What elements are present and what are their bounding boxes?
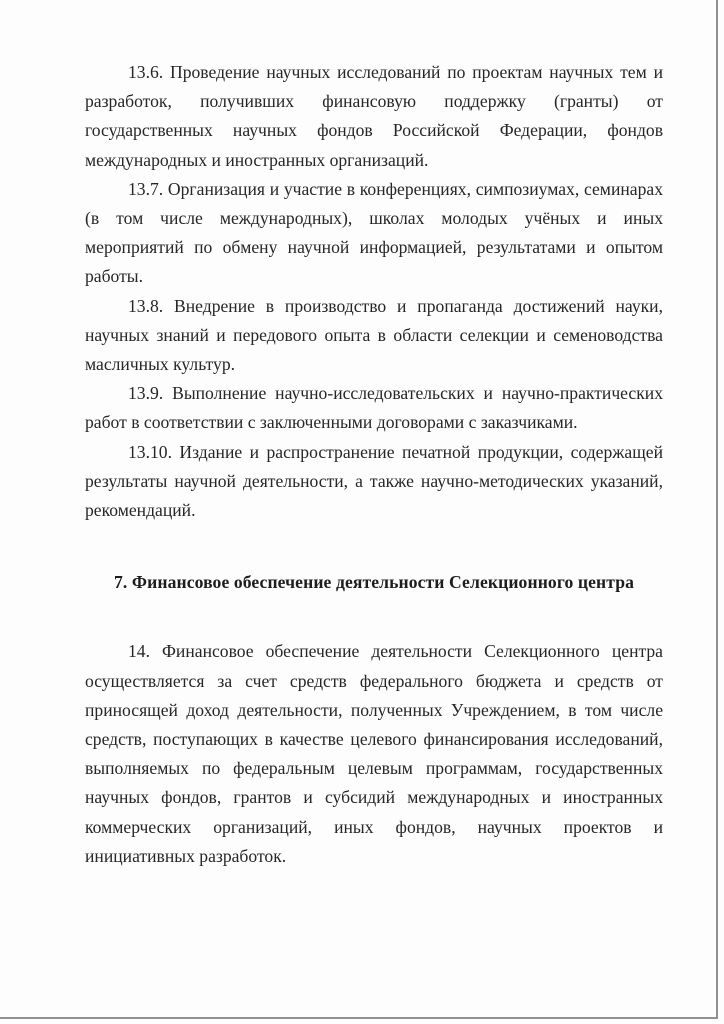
paragraph-13-10: 13.10. Издание и распространение печатной продукции, содержащей результаты научной деятельности, а также научно-методических указаний, рекомендаций. <box>85 441 663 521</box>
scan-bottom-margin-fill <box>0 1019 724 1024</box>
scan-right-margin-fill <box>718 0 724 1024</box>
paragraph-13-6: 13.6. Проведение научных исследований по проектам научных тем и разработок, получивших финансовую поддержку (гранты) от государственных научных фондов Российской Федерации, фондов международных и иностранных организаций. <box>85 62 663 170</box>
heading-top-spacer <box>85 525 663 568</box>
paragraph-13-7: 13.7. Организация и участие в конференциях, симпозиумах, семинарах (в том числе международных), школах молодых учёных и иных мероприятий по обмену научной информацией, результатами и опытом работы. <box>85 178 663 287</box>
document-text-body <box>85 58 663 871</box>
paragraph-14: 14. Финансовое обеспечение деятельности Селекционного центра осуществляется за счет средств федерального бюджета и средств от приносящей доход деятельности, полученных Учреждением, в том числе средств, поступающих в качестве целевого финансирования исследований, выполняемых по федеральным целевым программам, государственных научных фондов, грантов и субсидий международных и иностранных коммерческих организаций, иных фондов, научных проектов и инициативных разработок. <box>85 641 663 866</box>
heading-bottom-spacer <box>85 597 663 637</box>
paragraph-13-9: 13.9. Выполнение научно-исследовательских и научно-практических работ в соответствии с заключенными договорами с заказчиками. <box>85 383 663 433</box>
section-heading-7: 7. Финансовое обеспечение деятельности Селекционного центра <box>113 572 634 593</box>
paragraph-13-8: 13.8. Внедрение в производство и пропаганда достижений науки, научных знаний и передового опыта в области селекции и семеноводства масличных культур. <box>85 295 663 375</box>
